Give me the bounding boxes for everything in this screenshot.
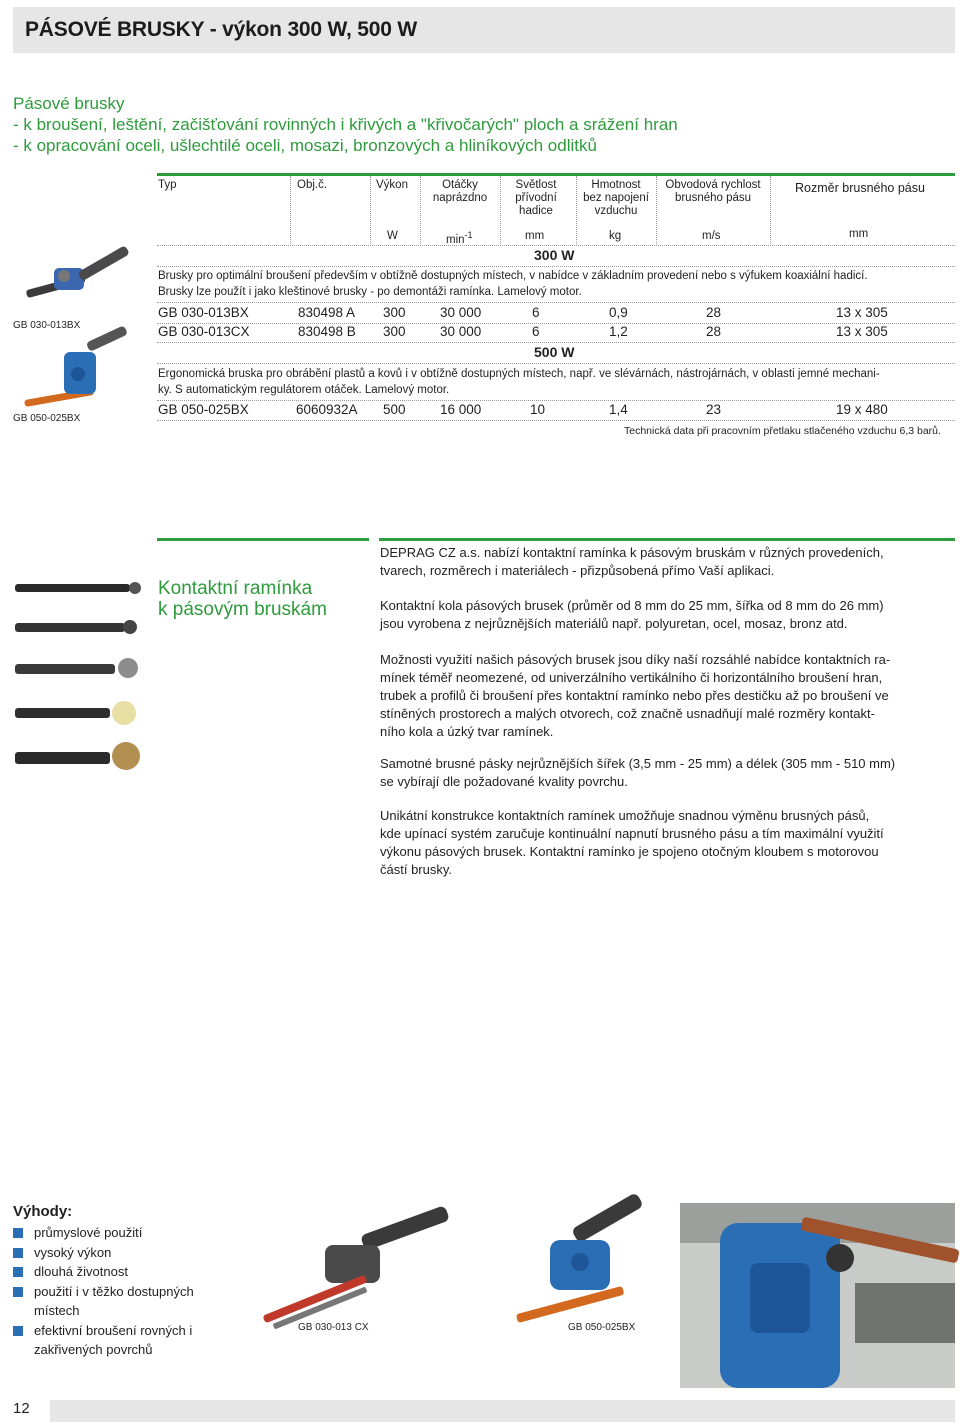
unit-svetlost: mm (525, 230, 545, 242)
kontakt-paragraph-2: Kontaktní kola pásových brusek (průměr od 8 mm do 25 mm, šířka od 8 mm do 26 mm) jsou vyrobena z nejrůznějších materiálů např. polyuretan, ocel, mosaz, bronz atd. (380, 598, 884, 631)
table-note: Technická data při pracovním přetlaku stlačeného vzduchu 6,3 barů. (624, 425, 941, 437)
header-vykon: Výkon (376, 179, 408, 191)
page-title: PÁSOVÉ BRUSKY - výkon 300 W, 500 W (25, 18, 417, 41)
photo-caption-left: GB 030-013 CX (298, 1322, 369, 1333)
header-obvodova: Obvodová rychlost brusného pásu (665, 179, 761, 204)
unit-otacky: $\min^{-1}$ (446, 230, 473, 246)
group-label-500w: 500 W (534, 344, 575, 360)
grinder-in-use-photo (680, 1203, 955, 1388)
kontakt-paragraph-4: Samotné brusné pásky nejrůznějších šířek (3,5 mm - 25 mm) a délek (305 mm - 510 mm) se vybírají dle požadované kvality povrchu. (380, 756, 896, 789)
page-number: 12 (13, 1400, 30, 1417)
advantages-title: Výhody: (13, 1203, 73, 1220)
intro-line-1: Pásové brusky (13, 94, 125, 113)
side-label-500w: GB 050-025BX (13, 413, 81, 424)
group-desc-500w: Ergonomická bruska pro obrábění plastů a kovů i v obtížně dostupných místech, např. ve slévárnách, nástrojárnách, v oblasti jemné mechani- ky. S automatickým regulátorem otáček. Lamelový motor. (158, 368, 880, 396)
intro-text (13, 93, 678, 156)
unit-hmotnost: kg (609, 230, 622, 242)
intro-line-2: - k broušení, leštění, začišťování rovinných i křivých a "křivočarých" ploch a srážení hran (13, 115, 678, 134)
kontakt-paragraph-3: Možnosti využití našich pásových brusek jsou díky naší rozsáhlé nabídce kontaktních ra- mínek téměř neomezené, od univerzálního vertikálního či horizontálního broušení hran, trubek a profilů či broušení přes kontaktní ramínko nebo přes destičku až po broušení ve stíněných prostorech a malých otvorech, což značně usnadňují malé rozměry kontakt- ního kola a úzký tvar ramínek. (380, 652, 891, 739)
kontakt-rule-left (157, 538, 369, 541)
list-item: dlouhá životnost (13, 1262, 213, 1282)
contact-arms-image (10, 570, 145, 810)
header-obj: Obj.č. (297, 179, 328, 191)
photo-caption-right: GB 050-025BX (568, 1322, 636, 1333)
list-item: efektivní broušení rovných i zakřivených povrchů (13, 1321, 213, 1360)
header-bar (13, 7, 955, 53)
group-label-300w: 300 W (534, 247, 575, 263)
kontakt-rule-right (379, 538, 955, 541)
list-item: vysoký výkon (13, 1243, 213, 1263)
group-desc-300w: Brusky pro optimální broušení především v obtížně dostupných místech, v nabídce v základním provedení nebo s výfukem koaxiální hadicí. Brusky lze použít i jako kleštinové brusky - po demontáži ramínka. Lamelový motor. (158, 270, 868, 298)
header-svetlost: Světlost přívodní hadice (515, 179, 557, 217)
header-rozmer: Rozměr brusného pásu (795, 181, 925, 195)
kontakt-paragraph-5: Unikátní konstrukce kontaktních ramínek umožňuje snadnou výměnu brusných pásů, kde upínací systém zaručuje kontinuální napnutí brusného pásu a tím maximální využití výkonu pásových brusek. Kontaktní ramínko je spojeno otočným kloubem s motorovou částí brusky. (380, 808, 884, 877)
belt-grinder-300w-image (14, 228, 144, 318)
advantages-list (13, 1223, 213, 1360)
unit-vykon: W (387, 230, 398, 242)
side-label-300w: GB 030-013BX (13, 320, 81, 331)
belt-grinder-500w-image (14, 322, 144, 412)
list-item: průmyslové použití (13, 1223, 213, 1243)
header-otacky: Otáčky naprázdno (432, 179, 488, 204)
intro-line-3: - k opracování oceli, ušlechtilé oceli, mosazi, bronzových a hliníkových odlitků (13, 136, 597, 155)
header-hmotnost: Hmotnost bez napojení vzduchu (583, 179, 649, 217)
unit-rozmer: mm (849, 228, 869, 240)
header-typ: Typ (158, 179, 177, 191)
kontakt-title: Kontaktní ramínka k pásovým bruskám (158, 578, 327, 620)
table-top-rule (157, 173, 955, 176)
unit-obvodova: m/s (702, 230, 721, 242)
page-footer-bar (50, 1400, 955, 1422)
list-item: použití i v těžko dostupných místech (13, 1282, 213, 1321)
kontakt-paragraph-1: DEPRAG CZ a.s. nabízí kontaktní ramínka k pásovým bruskám v různých provedeních, tvarech, rozměrech i materiálech - přizpůsobená přímo Vaší aplikaci. (380, 545, 884, 578)
